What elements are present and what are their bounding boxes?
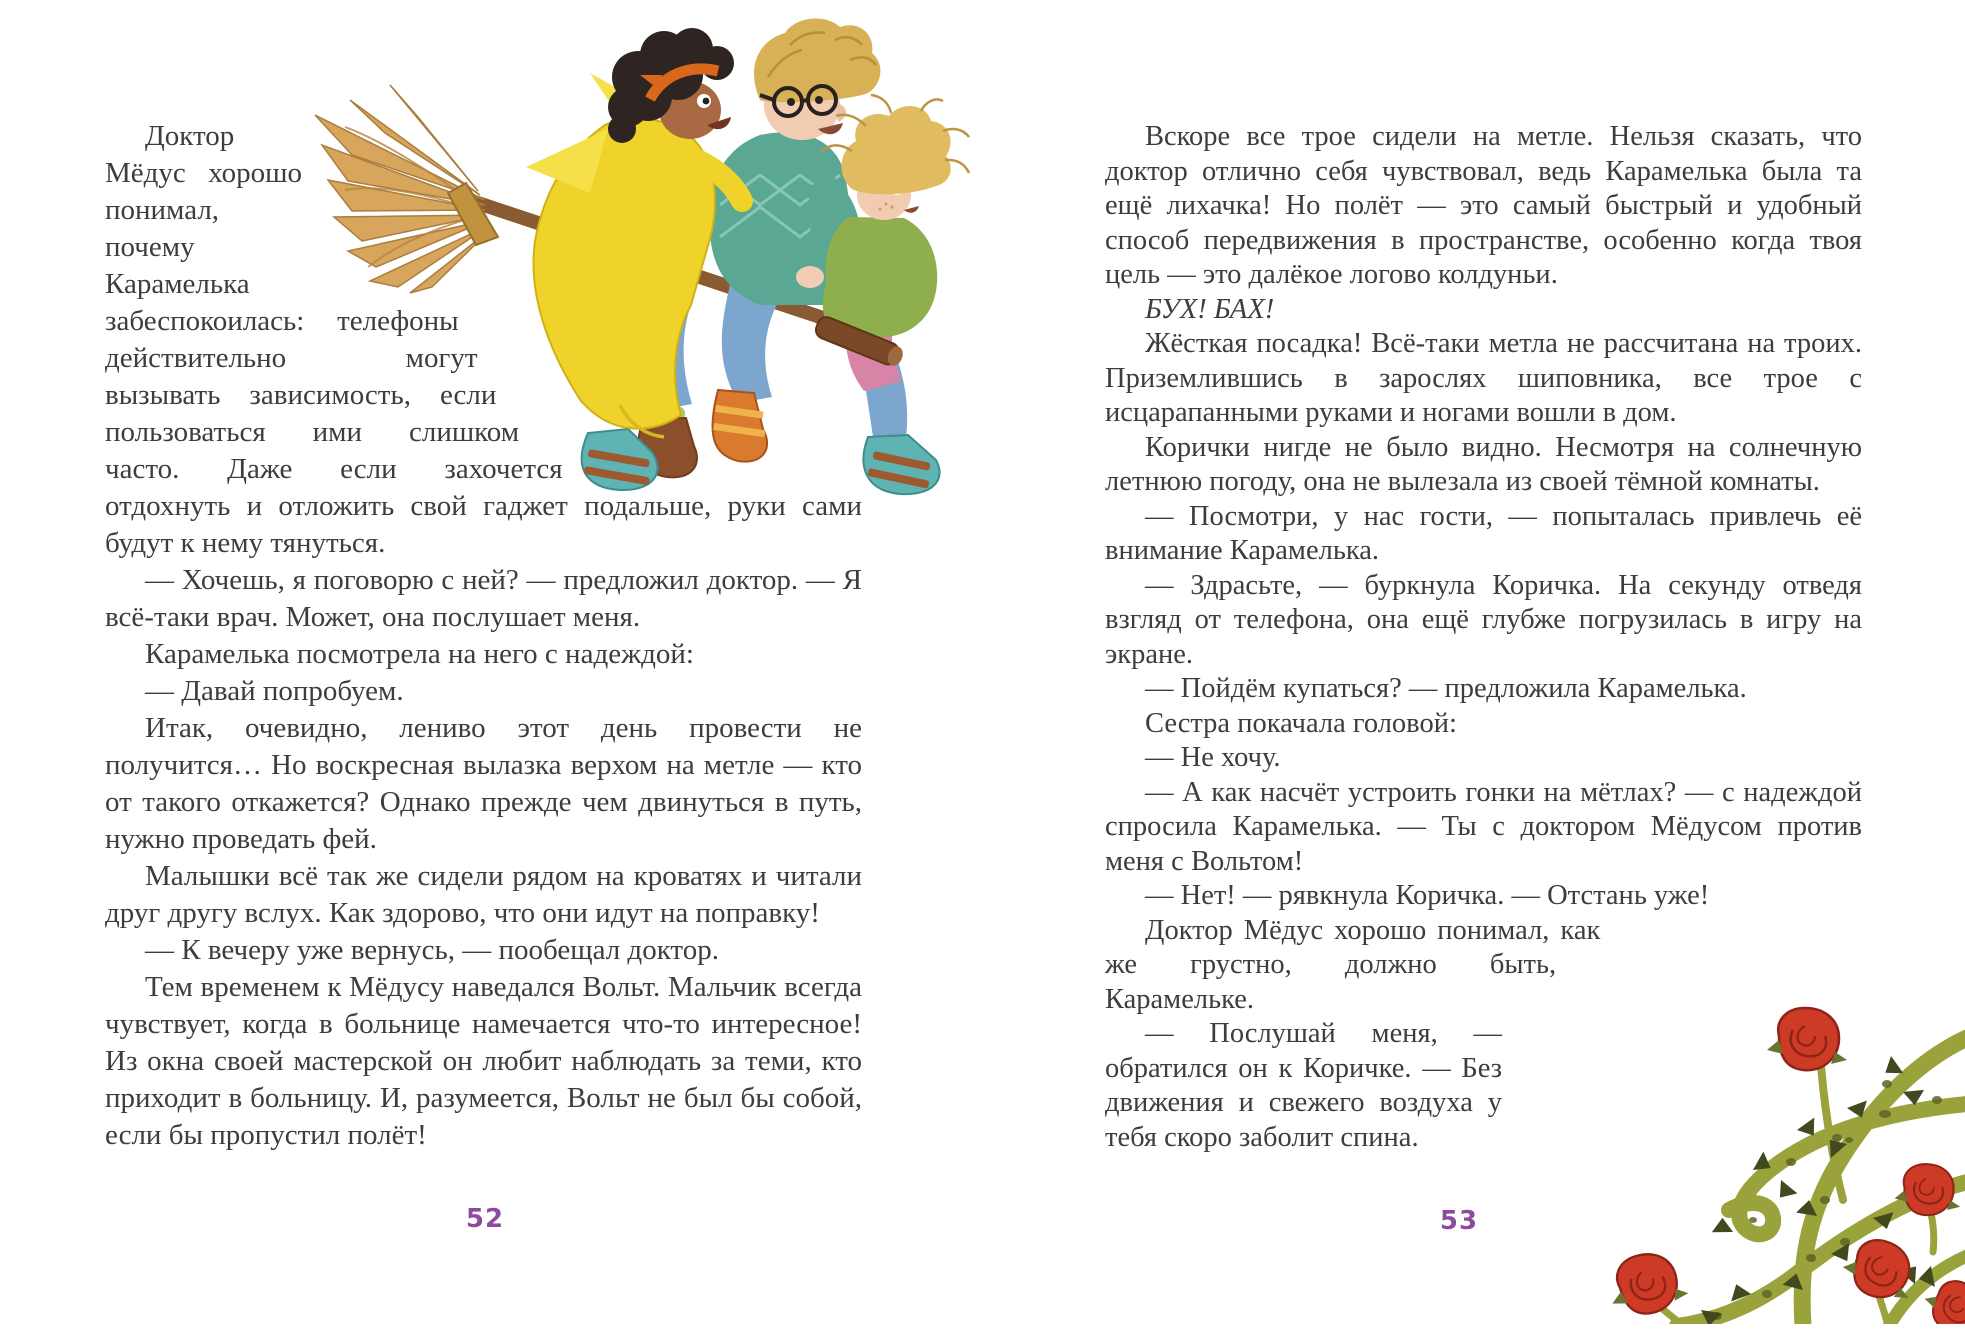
paragraph: Доктор Мёдус хорошо понимал, почему Карамелька забеспокоилась: телефоны действительно могут вызывать зависимость, если пользоваться ими слишком часто. Даже если захочется отдохнуть и отложить свой гаджет подальше, руки сами будут к нему тянуться. <box>105 120 862 559</box>
paragraph: — Давай попробуем. <box>145 675 404 707</box>
page-right <box>982 0 1965 1329</box>
right-text-column <box>1105 120 1862 1155</box>
paragraph: — А как насчёт устроить гонки на мётлах? — с надеждой спросила Карамелька. — Ты с доктором Мёдусом против меня с Вольтом! <box>1105 776 1862 877</box>
paragraph: — Пойдём купаться? — предложила Карамелька. <box>1145 673 1747 704</box>
paragraph: Малышки всё так же сидели рядом на кроватях и читали друг другу вслух. Как здорово, что они идут на поправку! <box>105 860 862 929</box>
left-text-column <box>105 118 862 1154</box>
paragraph: — Не хочу. <box>1145 742 1281 773</box>
paragraph: — К вечеру уже вернусь, — пообещал доктор. <box>145 934 719 966</box>
paragraph-sound-effect: БУХ! БАХ! <box>1145 293 1275 325</box>
paragraph: Вскоре все трое сидели на метле. Нельзя сказать, что доктор отлично себя чувствовал, ведь Карамелька была та ещё лихачка! Но полёт — это самый быстрый и удобный способ передвижения в пространстве, особенно когда твоя цель — это далёкое логово колдуньи. <box>1105 121 1862 290</box>
paragraph: — Хочешь, я поговорю с ней? — предложил доктор. — Я всё-таки врач. Может, она послушает меня. <box>105 564 862 633</box>
page-left <box>0 0 982 1329</box>
paragraph: — Послушай меня, — обратился он к Коричке. — Без движения и свежего воздуха у тебя скоро заболит спина. <box>1105 1018 1502 1153</box>
paragraph: — Посмотри, у нас гости, — попыталась привлечь её внимание Карамелька. <box>1105 500 1862 566</box>
paragraph: Жёсткая посадка! Всё-таки метла не рассчитана на троих. Приземлившись в зарослях шиповника, все трое с исцарапанными руками и ногами вошли в дом. <box>1105 328 1862 428</box>
paragraph: — Нет! — рявкнула Коричка. — Отстань уже! <box>1145 880 1710 911</box>
paragraph: — Здрасьте, — буркнула Коричка. На секунду отведя взгляд от телефона, она ещё глубже погрузилась в игру на экране. <box>1105 569 1862 670</box>
page-number: 52 <box>465 1204 505 1234</box>
page-number: 53 <box>1439 1206 1479 1236</box>
paragraph: Доктор Мёдус хорошо понимал, как же грустно, должно быть, Карамельке. <box>1105 914 1601 1015</box>
paragraph: Сестра покачала головой: <box>1145 707 1457 739</box>
paragraph: Корички нигде не было видно. Несмотря на солнечную летнюю погоду, она не вылезала из своей тёмной комнаты. <box>1105 431 1862 497</box>
paragraph: Итак, очевидно, лениво этот день провести не получится… Но воскресная вылазка верхом на метле — кто от такого откажется? Однако прежде чем двинуться в путь, нужно проведать фей. <box>105 712 862 855</box>
paragraph: Карамелька посмотрела на него с надеждой: <box>145 638 694 670</box>
paragraph: Тем временем к Мёдусу наведался Вольт. Мальчик всегда чувствует, когда в больнице намечается что-то интересное! Из окна своей мастерской он любит наблюдать за теми, кто приходит в больницу. И, разумеется, Вольт не был бы собой, если бы пропустил полёт! <box>105 971 862 1151</box>
